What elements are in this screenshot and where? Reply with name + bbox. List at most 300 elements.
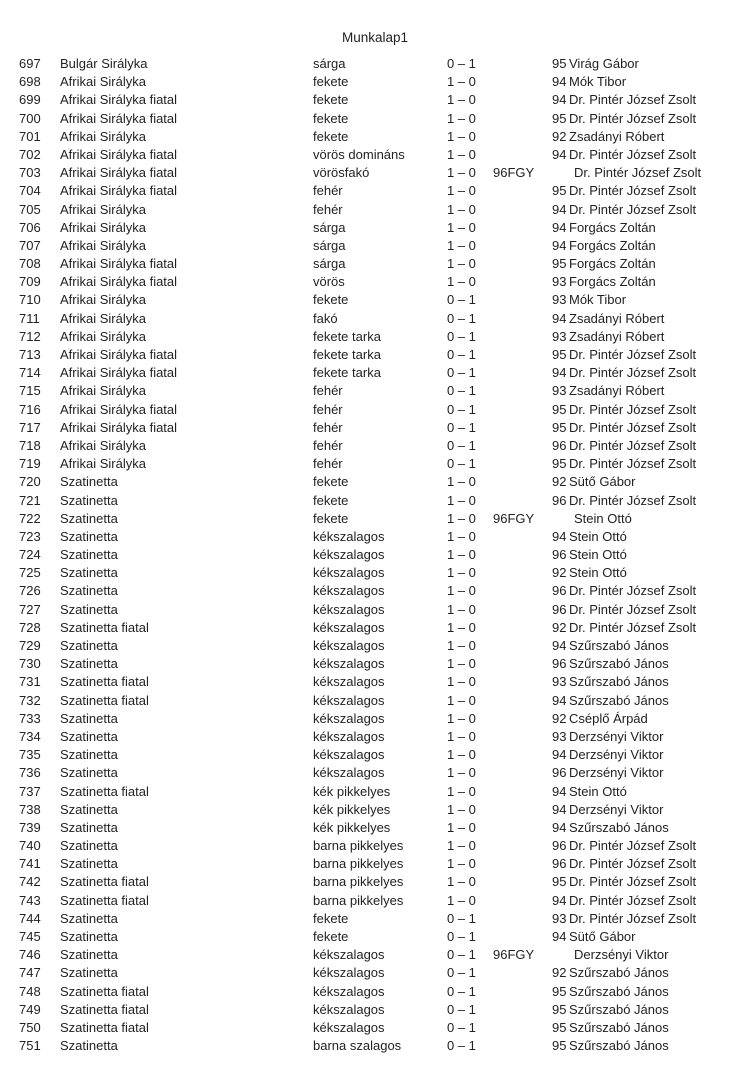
list-item bbox=[0, 364, 750, 382]
sex-ratio: 1 – 0 bbox=[447, 183, 476, 199]
entry-number: 733 bbox=[19, 710, 41, 726]
sex-ratio: 1 – 0 bbox=[447, 601, 476, 617]
year: 94 bbox=[552, 528, 567, 544]
year: 94 bbox=[552, 237, 567, 253]
owner: Forgács Zoltán bbox=[569, 274, 656, 290]
sex-ratio: 1 – 0 bbox=[447, 747, 476, 763]
list-item bbox=[0, 492, 750, 510]
sex-ratio: 1 – 0 bbox=[447, 638, 476, 653]
list-item bbox=[0, 928, 750, 946]
entry-number: 739 bbox=[19, 819, 41, 835]
entry-number: 737 bbox=[19, 783, 41, 799]
entry-number: 731 bbox=[19, 674, 41, 690]
year: 93 bbox=[552, 292, 567, 308]
entry-number: 738 bbox=[19, 801, 41, 817]
year: 95 bbox=[552, 1038, 567, 1054]
color: sárga bbox=[313, 256, 346, 272]
sex-ratio: 1 – 0 bbox=[447, 92, 476, 108]
year: 94 bbox=[552, 783, 567, 799]
breed: Szatinetta bbox=[60, 656, 118, 672]
color: fehér bbox=[313, 201, 343, 217]
owner: Zsadányi Róbert bbox=[569, 310, 665, 326]
color: fehér bbox=[313, 437, 343, 453]
year: 96 bbox=[552, 547, 567, 563]
owner: Forgács Zoltán bbox=[569, 237, 656, 253]
color: sárga bbox=[313, 219, 346, 235]
entry-number: 745 bbox=[19, 929, 41, 944]
list-item bbox=[0, 510, 750, 528]
sex-ratio: 1 – 0 bbox=[447, 728, 476, 744]
sex-ratio: 1 – 0 bbox=[447, 801, 476, 817]
owner: Dr. Pintér József Zsolt bbox=[569, 92, 697, 108]
breed: Szatinetta bbox=[60, 838, 118, 854]
owner: Dr. Pintér József Zsolt bbox=[569, 201, 697, 217]
breed: Szatinetta bbox=[60, 547, 118, 563]
color: kékszalagos bbox=[313, 710, 385, 726]
sex-ratio: 1 – 0 bbox=[447, 274, 476, 290]
list-item bbox=[0, 237, 750, 255]
owner: Derzsényi Viktor bbox=[569, 747, 664, 763]
owner: Dr. Pintér József Zsolt bbox=[569, 183, 697, 199]
breed: Szatinetta bbox=[60, 728, 118, 744]
color: kékszalagos bbox=[313, 765, 385, 781]
entry-number: 730 bbox=[19, 656, 41, 672]
entry-number: 742 bbox=[19, 874, 41, 890]
color: kékszalagos bbox=[313, 583, 385, 599]
color: kékszalagos bbox=[313, 1019, 385, 1035]
breed: Afrikai Sirályka bbox=[60, 437, 146, 453]
year: 94 bbox=[552, 201, 567, 217]
breed: Afrikai Sirályka fiatal bbox=[60, 146, 178, 162]
owner: Zsadányi Róbert bbox=[569, 128, 665, 144]
breed: Szatinetta bbox=[60, 801, 118, 817]
year: 93 bbox=[552, 728, 567, 744]
color: kékszalagos bbox=[313, 638, 385, 653]
list-item bbox=[0, 764, 750, 782]
breed: Szatinetta bbox=[60, 747, 118, 763]
color: kékszalagos bbox=[313, 965, 385, 981]
list-item bbox=[0, 582, 750, 600]
color: kékszalagos bbox=[313, 565, 385, 581]
owner: Derzsényi Viktor bbox=[574, 947, 669, 963]
year: 95 bbox=[552, 183, 567, 199]
owner: Dr. Pintér József Zsolt bbox=[569, 874, 697, 890]
breed: Afrikai Sirályka bbox=[60, 328, 146, 344]
list-item bbox=[0, 419, 750, 437]
list-item bbox=[0, 473, 750, 491]
list-item bbox=[0, 273, 750, 291]
owner: Stein Ottó bbox=[569, 547, 627, 563]
breed: Afrikai Sirályka fiatal bbox=[60, 165, 178, 181]
list-item bbox=[0, 728, 750, 746]
sex-ratio: 0 – 1 bbox=[447, 56, 476, 71]
entry-number: 701 bbox=[19, 128, 41, 144]
list-item bbox=[0, 964, 750, 982]
entry-number: 712 bbox=[19, 328, 41, 344]
color: kékszalagos bbox=[313, 947, 385, 963]
entry-number: 699 bbox=[19, 92, 41, 108]
owner: Dr. Pintér József Zsolt bbox=[569, 601, 697, 617]
owner: Virág Gábor bbox=[569, 56, 639, 71]
sex-ratio: 1 – 0 bbox=[447, 146, 476, 162]
year: 96 bbox=[552, 765, 567, 781]
breed: Szatinetta bbox=[60, 965, 118, 981]
color: sárga bbox=[313, 237, 346, 253]
color: fekete bbox=[313, 510, 349, 526]
color: fehér bbox=[313, 419, 343, 435]
sex-ratio: 1 – 0 bbox=[447, 710, 476, 726]
owner: Dr. Pintér József Zsolt bbox=[569, 437, 697, 453]
entry-number: 750 bbox=[19, 1019, 41, 1035]
entry-number: 740 bbox=[19, 838, 41, 854]
year: 92 bbox=[552, 128, 567, 144]
color: kékszalagos bbox=[313, 692, 385, 708]
sex-ratio: 1 – 0 bbox=[447, 892, 476, 908]
entry-number: 718 bbox=[19, 437, 41, 453]
breed: Szatinetta bbox=[60, 528, 118, 544]
year: 96 bbox=[552, 492, 567, 508]
sex-ratio: 1 – 0 bbox=[447, 674, 476, 690]
breed: Szatinetta bbox=[60, 565, 118, 581]
owner: Dr. Pintér József Zsolt bbox=[569, 146, 697, 162]
sex-ratio: 0 – 1 bbox=[447, 419, 476, 435]
list-item bbox=[0, 128, 750, 146]
owner: Sütő Gábor bbox=[569, 474, 636, 490]
color: kékszalagos bbox=[313, 728, 385, 744]
color: kékszalagos bbox=[313, 547, 385, 563]
list-item bbox=[0, 619, 750, 637]
sex-ratio: 1 – 0 bbox=[447, 783, 476, 799]
sex-ratio: 1 – 0 bbox=[447, 110, 476, 126]
year: 95 bbox=[552, 419, 567, 435]
breed: Szatinetta fiatal bbox=[60, 692, 149, 708]
year: 95 bbox=[552, 110, 567, 126]
entry-number: 719 bbox=[19, 456, 41, 472]
sex-ratio: 1 – 0 bbox=[447, 874, 476, 890]
list-item bbox=[0, 455, 750, 473]
year: 95 bbox=[552, 874, 567, 890]
breed: Afrikai Sirályka bbox=[60, 456, 146, 472]
sex-ratio: 1 – 0 bbox=[447, 510, 476, 526]
year: 92 bbox=[552, 619, 567, 635]
breed: Szatinetta bbox=[60, 492, 118, 508]
list-item bbox=[0, 601, 750, 619]
owner: Dr. Pintér József Zsolt bbox=[569, 347, 697, 362]
year: 94 bbox=[552, 638, 567, 653]
sex-ratio: 0 – 1 bbox=[447, 1038, 476, 1054]
owner: Szűrszabó János bbox=[569, 1001, 669, 1017]
list-item bbox=[0, 91, 750, 109]
entry-number: 722 bbox=[19, 510, 41, 526]
sex-ratio: 1 – 0 bbox=[447, 619, 476, 635]
entry-number: 744 bbox=[19, 910, 41, 926]
list-item bbox=[0, 1037, 750, 1055]
year: 95 bbox=[552, 983, 567, 999]
list-item bbox=[0, 255, 750, 273]
owner: Dr. Pintér József Zsolt bbox=[569, 492, 697, 508]
breed: Afrikai Sirályka bbox=[60, 310, 146, 326]
year: 94 bbox=[552, 801, 567, 817]
sex-ratio: 0 – 1 bbox=[447, 929, 476, 944]
list-item bbox=[0, 692, 750, 710]
list-item bbox=[0, 801, 750, 819]
list-item bbox=[0, 873, 750, 891]
color: fekete tarka bbox=[313, 365, 381, 381]
color: fehér bbox=[313, 183, 343, 199]
list-item bbox=[0, 564, 750, 582]
note: 96FGY bbox=[493, 165, 535, 181]
sex-ratio: 0 – 1 bbox=[447, 947, 476, 963]
breed: Afrikai Sirályka fiatal bbox=[60, 274, 178, 290]
breed: Szatinetta fiatal bbox=[60, 892, 149, 908]
color: barna pikkelyes bbox=[313, 838, 404, 854]
year: 94 bbox=[552, 365, 567, 381]
entry-number: 715 bbox=[19, 383, 41, 399]
year: 96 bbox=[552, 583, 567, 599]
entry-number: 704 bbox=[19, 183, 41, 199]
color: fekete tarka bbox=[313, 347, 381, 362]
list-item bbox=[0, 637, 750, 655]
breed: Afrikai Sirályka bbox=[60, 383, 146, 399]
color: fekete bbox=[313, 292, 349, 308]
entry-number: 707 bbox=[19, 237, 41, 253]
year: 94 bbox=[552, 74, 567, 90]
list-item bbox=[0, 73, 750, 91]
entry-number: 728 bbox=[19, 619, 41, 635]
owner: Derzsényi Viktor bbox=[569, 765, 664, 781]
list-item bbox=[0, 110, 750, 128]
breed: Szatinetta fiatal bbox=[60, 783, 149, 799]
year: 93 bbox=[552, 383, 567, 399]
year: 95 bbox=[552, 1019, 567, 1035]
sex-ratio: 1 – 0 bbox=[447, 74, 476, 90]
entry-number: 705 bbox=[19, 201, 41, 217]
sex-ratio: 1 – 0 bbox=[447, 256, 476, 272]
breed: Szatinetta bbox=[60, 1038, 118, 1054]
color: fekete bbox=[313, 128, 349, 144]
entry-number: 735 bbox=[19, 747, 41, 763]
owner: Stein Ottó bbox=[574, 510, 632, 526]
breed: Szatinetta bbox=[60, 583, 118, 599]
sex-ratio: 0 – 1 bbox=[447, 383, 476, 399]
sex-ratio: 0 – 1 bbox=[447, 983, 476, 999]
year: 93 bbox=[552, 910, 567, 926]
year: 94 bbox=[552, 92, 567, 108]
color: kékszalagos bbox=[313, 674, 385, 690]
breed: Szatinetta fiatal bbox=[60, 874, 149, 890]
owner: Sütő Gábor bbox=[569, 929, 636, 944]
owner: Szűrszabó János bbox=[569, 656, 669, 672]
color: barna pikkelyes bbox=[313, 892, 404, 908]
color: fekete bbox=[313, 474, 349, 490]
breed: Afrikai Sirályka fiatal bbox=[60, 419, 178, 435]
breed: Afrikai Sirályka fiatal bbox=[60, 256, 178, 272]
year: 92 bbox=[552, 710, 567, 726]
breed: Bulgár Sirályka bbox=[60, 56, 148, 71]
list-item bbox=[0, 382, 750, 400]
list-item bbox=[0, 855, 750, 873]
breed: Szatinetta bbox=[60, 910, 118, 926]
note: 96FGY bbox=[493, 510, 535, 526]
entry-number: 746 bbox=[19, 947, 41, 963]
breed: Szatinetta bbox=[60, 474, 118, 490]
sex-ratio: 0 – 1 bbox=[447, 965, 476, 981]
color: sárga bbox=[313, 56, 346, 71]
entry-number: 748 bbox=[19, 983, 41, 999]
entry-number: 697 bbox=[19, 56, 41, 71]
list-item bbox=[0, 401, 750, 419]
entry-number: 714 bbox=[19, 365, 41, 381]
year: 96 bbox=[552, 601, 567, 617]
year: 92 bbox=[552, 565, 567, 581]
sheet-title: Munkalap1 bbox=[341, 30, 409, 45]
year: 93 bbox=[552, 328, 567, 344]
breed: Afrikai Sirályka bbox=[60, 74, 146, 90]
breed: Szatinetta bbox=[60, 947, 118, 963]
sex-ratio: 0 – 1 bbox=[447, 910, 476, 926]
sex-ratio: 1 – 0 bbox=[447, 474, 476, 490]
entry-number: 706 bbox=[19, 219, 41, 235]
breed: Szatinetta bbox=[60, 510, 118, 526]
year: 95 bbox=[552, 347, 567, 362]
list-item bbox=[0, 783, 750, 801]
breed: Szatinetta bbox=[60, 765, 118, 781]
sex-ratio: 1 – 0 bbox=[447, 838, 476, 854]
color: vörösfakó bbox=[313, 165, 370, 181]
owner: Dr. Pintér József Zsolt bbox=[569, 619, 697, 635]
owner: Dr. Pintér József Zsolt bbox=[569, 419, 697, 435]
sex-ratio: 0 – 1 bbox=[447, 1001, 476, 1017]
sex-ratio: 0 – 1 bbox=[447, 310, 476, 326]
sex-ratio: 0 – 1 bbox=[447, 401, 476, 417]
year: 94 bbox=[552, 892, 567, 908]
breed: Afrikai Sirályka fiatal bbox=[60, 401, 178, 417]
list-item bbox=[0, 910, 750, 928]
breed: Szatinetta bbox=[60, 601, 118, 617]
breed: Szatinetta bbox=[60, 819, 118, 835]
breed: Szatinetta bbox=[60, 929, 118, 944]
list-item bbox=[0, 146, 750, 164]
entry-number: 729 bbox=[19, 638, 41, 653]
sex-ratio: 0 – 1 bbox=[447, 292, 476, 308]
color: fekete tarka bbox=[313, 328, 381, 344]
owner: Stein Ottó bbox=[569, 528, 627, 544]
sex-ratio: 0 – 1 bbox=[447, 1019, 476, 1035]
year: 95 bbox=[552, 1001, 567, 1017]
owner: Dr. Pintér József Zsolt bbox=[569, 892, 697, 908]
owner: Derzsényi Viktor bbox=[569, 728, 664, 744]
year: 93 bbox=[552, 274, 567, 290]
entry-number: 727 bbox=[19, 601, 41, 617]
owner: Szűrszabó János bbox=[569, 674, 669, 690]
list-item bbox=[0, 710, 750, 728]
owner: Mók Tibor bbox=[569, 292, 627, 308]
owner: Dr. Pintér József Zsolt bbox=[569, 838, 697, 854]
list-item bbox=[0, 983, 750, 1001]
breed: Szatinetta bbox=[60, 856, 118, 872]
owner: Dr. Pintér József Zsolt bbox=[569, 401, 697, 417]
sex-ratio: 0 – 1 bbox=[447, 437, 476, 453]
color: fekete bbox=[313, 910, 349, 926]
owner: Szűrszabó János bbox=[569, 983, 669, 999]
owner: Dr. Pintér József Zsolt bbox=[569, 856, 697, 872]
owner: Szűrszabó János bbox=[569, 692, 669, 708]
entry-number: 736 bbox=[19, 765, 41, 781]
breed: Afrikai Sirályka bbox=[60, 237, 146, 253]
breed: Afrikai Sirályka fiatal bbox=[60, 347, 178, 362]
entry-number: 713 bbox=[19, 347, 41, 362]
sex-ratio: 1 – 0 bbox=[447, 492, 476, 508]
sex-ratio: 1 – 0 bbox=[447, 201, 476, 217]
year: 92 bbox=[552, 965, 567, 981]
entry-number: 721 bbox=[19, 492, 41, 508]
breed: Szatinetta fiatal bbox=[60, 983, 149, 999]
list-item bbox=[0, 528, 750, 546]
owner: Dr. Pintér József Zsolt bbox=[569, 110, 697, 126]
sex-ratio: 1 – 0 bbox=[447, 528, 476, 544]
owner: Forgács Zoltán bbox=[569, 219, 656, 235]
sex-ratio: 0 – 1 bbox=[447, 328, 476, 344]
sex-ratio: 1 – 0 bbox=[447, 583, 476, 599]
color: fekete bbox=[313, 110, 349, 126]
color: kékszalagos bbox=[313, 601, 385, 617]
sex-ratio: 1 – 0 bbox=[447, 819, 476, 835]
note: 96FGY bbox=[493, 947, 535, 963]
entry-number: 751 bbox=[19, 1038, 41, 1054]
color: kék pikkelyes bbox=[313, 819, 391, 835]
owner: Szűrszabó János bbox=[569, 1038, 669, 1054]
sex-ratio: 1 – 0 bbox=[447, 547, 476, 563]
year: 93 bbox=[552, 674, 567, 690]
owner: Zsadányi Róbert bbox=[569, 328, 665, 344]
sex-ratio: 1 – 0 bbox=[447, 128, 476, 144]
year: 94 bbox=[552, 819, 567, 835]
color: kékszalagos bbox=[313, 983, 385, 999]
color: fekete bbox=[313, 929, 349, 944]
year: 96 bbox=[552, 437, 567, 453]
list-item bbox=[0, 655, 750, 673]
sex-ratio: 0 – 1 bbox=[447, 365, 476, 381]
list-item bbox=[0, 1001, 750, 1019]
entry-number: 702 bbox=[19, 146, 41, 162]
breed: Afrikai Sirályka bbox=[60, 292, 146, 308]
breed: Afrikai Sirályka fiatal bbox=[60, 183, 178, 199]
entry-number: 708 bbox=[19, 256, 41, 272]
owner: Szűrszabó János bbox=[569, 1019, 669, 1035]
owner: Dr. Pintér József Zsolt bbox=[569, 583, 697, 599]
breed: Szatinetta fiatal bbox=[60, 1001, 149, 1017]
entry-number: 743 bbox=[19, 892, 41, 908]
entry-number: 720 bbox=[19, 474, 41, 490]
breed: Afrikai Sirályka fiatal bbox=[60, 365, 178, 381]
entry-number: 703 bbox=[19, 165, 41, 181]
sex-ratio: 0 – 1 bbox=[447, 456, 476, 472]
entry-number: 725 bbox=[19, 565, 41, 581]
color: kékszalagos bbox=[313, 656, 385, 672]
color: kékszalagos bbox=[313, 1001, 385, 1017]
year: 95 bbox=[552, 56, 567, 71]
year: 95 bbox=[552, 456, 567, 472]
breed: Afrikai Sirályka bbox=[60, 128, 146, 144]
sex-ratio: 1 – 0 bbox=[447, 765, 476, 781]
entry-number: 747 bbox=[19, 965, 41, 981]
entry-number: 716 bbox=[19, 401, 41, 417]
color: vörös domináns bbox=[313, 146, 405, 162]
breed: Afrikai Sirályka bbox=[60, 219, 146, 235]
color: kékszalagos bbox=[313, 747, 385, 763]
list-item bbox=[0, 819, 750, 837]
list-item bbox=[0, 1019, 750, 1037]
